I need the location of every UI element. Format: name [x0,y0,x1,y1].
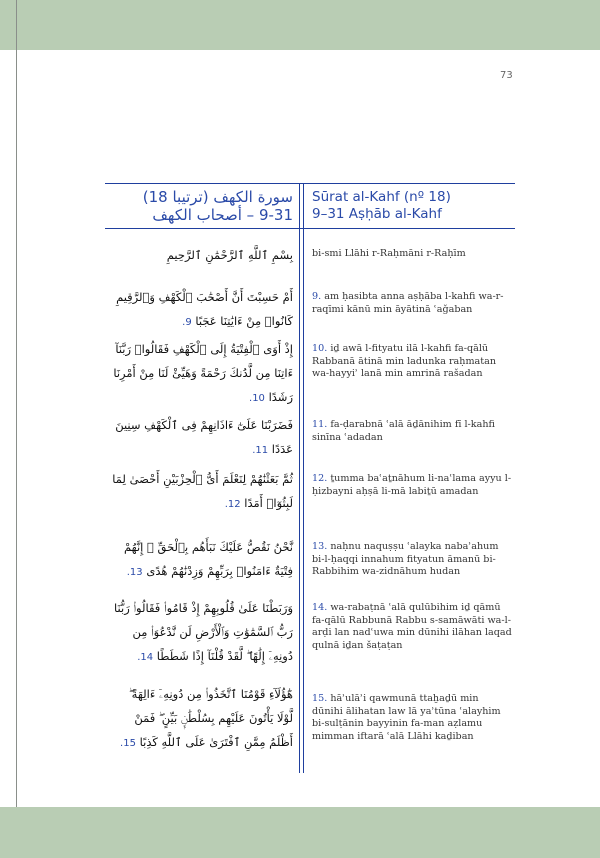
verse-arabic [111,682,293,756]
column-divider-left [299,183,300,773]
verse-transliteration [312,291,512,316]
header-bottom-rule [105,228,515,229]
verse-number: 9. [312,291,322,302]
verse-transliteration [312,602,512,652]
verse-number: 10. [312,343,328,354]
verse-transliteration [312,541,512,579]
verse-arabic-text: أَمْ حَسِبْتَ أَنَّ أَصْحَٰبَ ٱلْكَهْفِ وَٱلرَّقِيمِ كَانُوا۟ مِنْ ءَايَٰتِنَا عَجَبًا [116,290,293,328]
page-number: 73 [500,70,513,81]
verse-number: 12. [224,499,241,510]
verse-number: 10. [249,393,265,404]
verse-transliteration [312,693,512,743]
verse-arabic-text: نَّحْنُ نَقُصُّ عَلَيْكَ نَبَأَهُم بِٱلْحَقِّ ۚ إِنَّهُمْ فِتْيَةٌ ءَامَنُوا۟ بِرَبِّهِمْ وَزِدْنَٰهُمْ هُدًى [123,540,293,578]
verse-arabic-text: بِسْمِ ٱللَّهِ ٱلرَّحْمَٰنِ ٱلرَّحِيمِ [166,248,293,262]
verse-arabic [111,535,293,585]
verse-translit-text: naḥnu naquṣṣu ʿalayka nabaʾahum bi-l-ḥaqqi innahum fityatun āmanū bi-Rabbihim wa-zidnāhum hudan [312,541,499,578]
arabic-heading-line2: 9-31 – أصحاب الكهف [152,206,293,224]
verse-arabic-text: فَضَرَبْنَا عَلَىٰٓ ءَاذَانِهِمْ فِى ٱلْكَهْفِ سِنِينَ عَدَدًا [115,418,293,456]
verse-arabic [111,285,293,335]
header-top-rule [105,183,515,184]
column-divider-right [303,183,304,773]
arabic-heading-line1: سورة الكهف (ترتيبا 18) [142,188,293,206]
verse-transliteration [312,343,512,381]
bottom-band [0,807,600,858]
latin-heading-line2: 9–31 Aṣḥāb al-Kahf [312,206,442,222]
verse-number: 11. [312,419,328,430]
verse-translit-text: ṯumma baʿaṯnāhum li-naʿlama ayyu l-ḥizbayni aḥṣā li-mā labiṯū amadan [312,473,512,497]
verse-translit-text: wa-rabaṭnā ʿalā qulūbihim iḏ qāmū fa-qālū Rabbunā Rabbu s-samāwāti wa-l-arḍi lan nadʿuwa min dūnihi ilāhan laqad qulnā iḏan šaṭaṭan [312,602,512,651]
verse-arabic [111,467,293,517]
verse-arabic [111,243,293,267]
verse-number: 13. [312,541,328,552]
verse-arabic [111,596,293,670]
verse-number: 12. [312,473,328,484]
verse-transliteration [312,248,512,261]
verse-arabic-text: وَرَبَطْنَا عَلَىٰ قُلُوبِهِمْ إِذْ قَامُوا۟ فَقَالُوا۟ رَبُّنَا رَبُّ ٱلسَّمَٰوَٰتِ وَٱلْأَرْضِ لَن نَّدْعُوَا۟ مِن دُونِهِۦٓ إِلَٰهًا ۖ لَّقَدْ قُلْنَآ إِذًا شَطَطًا [114,601,293,663]
verse-transliteration [312,473,512,498]
verse-translit-text: am ḥasibta anna aṣḥāba l-kahfi wa-r-raqīmi kānū min āyātinā ʿaǧaban [312,291,504,315]
verse-number: 13. [126,567,143,578]
verse-translit-text: iḏ awā l-fityatu ilā l-kahfi fa-qālū Rabbanā ātinā min ladunka raḥmatan wa-hayyiʾ lanā min amrinā rašadan [312,343,497,380]
verse-number: 15. [312,693,328,704]
top-band [0,0,600,50]
verse-arabic-text: إِذْ أَوَى ٱلْفِتْيَةُ إِلَى ٱلْكَهْفِ فَقَالُوا۟ رَبَّنَآ ءَاتِنَا مِن لَّدُنكَ رَحْمَةً وَهَيِّئْ لَنَا مِنْ أَمْرِنَا رَشَدًا [113,342,293,404]
verse-transliteration [312,419,512,444]
verse-arabic-text: ثُمَّ بَعَثْنَٰهُمْ لِنَعْلَمَ أَىُّ ٱلْحِزْبَيْنِ أَحْصَىٰ لِمَا لَبِثُوٓا۟ أَمَدًا [112,472,293,510]
verse-arabic [111,337,293,411]
margin-line [16,0,17,858]
verse-number: 11. [252,445,269,456]
verse-translit-text: hāʾulāʾi qawmunā ttaḫaḏū min dūnihi ālihatan law lā yaʾtūna ʿalayhim bi-sulṭānin bayyinin fa-man aẓlamu mimman iftarā ʿalā Llāhi kaḏiban [312,693,501,742]
verse-arabic [111,413,293,463]
verse-number: 14. [312,602,328,613]
verse-number: 14. [137,652,154,663]
verse-translit-text: bi-smi Llāhi r-Raḥmāni r-Raḥīm [312,248,466,259]
verse-translit-text: fa-ḍarabnā ʿalā āḏānihim fī l-kahfi sinīna ʿadadan [312,419,495,443]
verse-number: 9. [182,317,192,328]
verse-arabic-text: هَٰٓؤُلَآءِ قَوْمُنَا ٱتَّخَذُوا۟ مِن دُونِهِۦٓ ءَالِهَةً ۖ لَّوْلَا يَأْتُونَ عَلَيْهِم بِسُلْطَٰنٍۭ بَيِّنٍ ۖ فَمَنْ أَظْلَمُ مِمَّنِ ٱفْتَرَىٰ عَلَى ٱللَّهِ كَذِبًا [128,687,293,749]
verse-number: 15. [120,738,136,749]
latin-heading-line1: Sūrat al-Kahf (nº 18) [312,189,451,205]
